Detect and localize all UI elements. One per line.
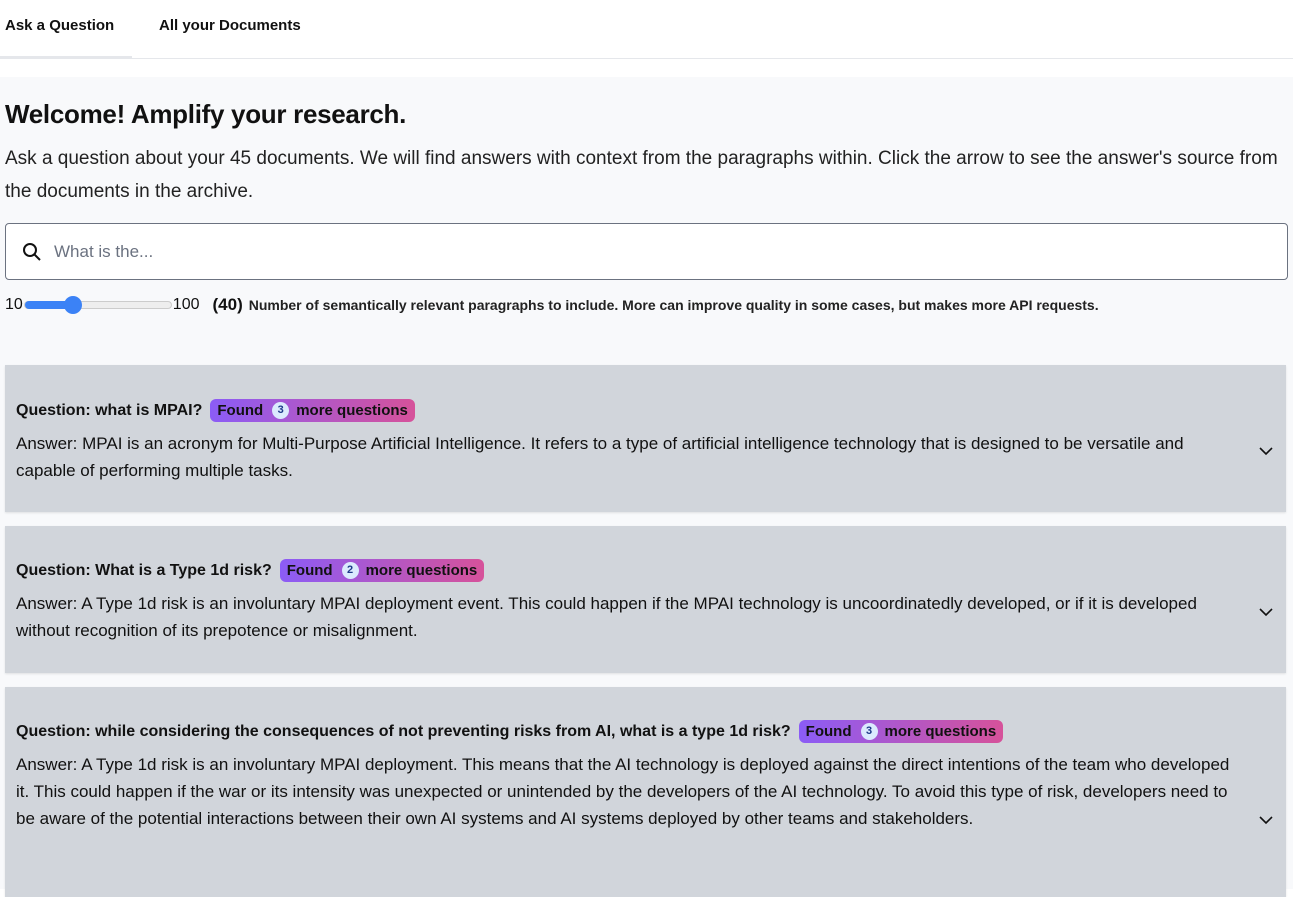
found-questions-badge[interactable] [799,720,1004,743]
badge-count: 2 [342,562,359,579]
question-line [16,720,1241,743]
search-input[interactable] [54,242,1287,262]
badge-prefix: Found [217,402,264,419]
badge-suffix: more questions [365,562,478,579]
question-line [16,399,1241,422]
slider-description: Number of semantically relevant paragraphs to include. More can improve quality in some cases, but makes more API requests. [248,297,1099,313]
search-box[interactable] [5,223,1288,280]
page-title: Welcome! Amplify your research. [5,99,407,129]
tab-all-documents[interactable]: All your Documents [159,17,301,34]
slider-thumb[interactable] [64,296,82,314]
answer-text: Answer: MPAI is an acronym for Multi-Purpose Artificial Intelligence. It refers to a type of artificial intelligence technology that is designed to be versatile and capable of performing multiple tasks. [16,434,1184,480]
question-text: Question: What is a Type 1d risk? [16,561,272,579]
badge-suffix: more questions [296,402,408,419]
slider-max-label: 100 [172,296,200,313]
intro-text: Ask a question about your 45 documents. We will find answers with context from the paragraphs within. Click the arrow to see the answer's source from the documents in the archive. [5,148,1278,202]
answer-text: Answer: A Type 1d risk is an involuntary MPAI deployment. This means that the AI technology is deployed against the direct intentions of the team who developed it. This could happen if the war or its intensity was unexpected or unintended by the developers of the AI technology. To avoid this type of risk, developers need to be aware of the potential interactions between their own AI systems and AI systems deployed by other teams and stakeholders. [16,755,1230,828]
paragraph-count-slider[interactable] [24,301,172,309]
tab-ask-a-question[interactable]: Ask a Question [0,0,132,58]
question-text: Question: while considering the consequences of not preventing risks from AI, what is a type 1d risk? [16,722,791,740]
question-line [16,559,1241,582]
slider-min-label: 10 [5,296,23,313]
chevron-down-icon[interactable] [1258,604,1274,620]
chevron-down-icon[interactable] [1258,812,1274,828]
found-questions-badge[interactable] [210,399,415,422]
badge-count: 3 [272,402,289,419]
chevron-down-icon[interactable] [1258,443,1274,459]
paragraph-slider-row [5,295,1288,315]
question-text: Question: what is MPAI? [16,401,203,419]
tab-bar [0,0,1293,59]
badge-prefix: Found [805,723,852,740]
badge-suffix: more questions [884,723,997,740]
badge-prefix: Found [286,562,333,579]
result-card[interactable] [5,687,1286,897]
slider-value: (40) [212,295,243,314]
search-icon [22,242,42,262]
result-card[interactable] [5,526,1286,673]
answer-text: Answer: A Type 1d risk is an involuntary MPAI deployment event. This could happen if the MPAI technology is uncoordinatedly developed, or if it is developed without recognition of its prepotence or misalignment. [16,594,1197,640]
badge-count: 3 [861,723,878,740]
result-card[interactable] [5,365,1286,512]
found-questions-badge[interactable] [280,559,485,582]
